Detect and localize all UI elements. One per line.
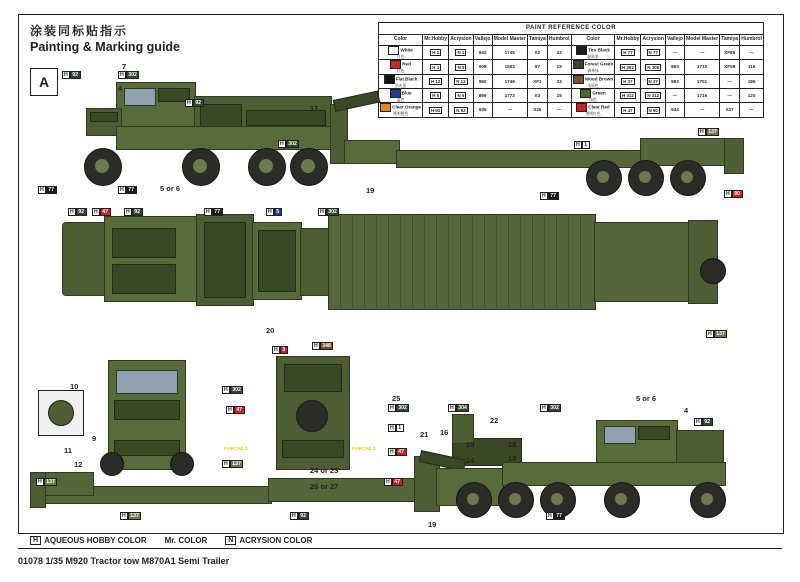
paint-table-header: PAINT REFERENCE COLOR [379, 23, 764, 35]
paint-callout [388, 424, 404, 432]
callout-system-letter: H [274, 347, 278, 353]
deck-plank-line [364, 214, 365, 308]
paint-code-left: N 3 [449, 60, 474, 74]
title-chinese: 涂装同标贴指示 [30, 24, 129, 38]
paint-callout [318, 208, 339, 216]
paint-code-left: X2 [527, 46, 547, 60]
color-swatch-icon [573, 75, 584, 84]
deck-plank-line [460, 214, 461, 308]
paint-code-right: X27 [720, 103, 740, 117]
paint-reference-table [378, 22, 764, 118]
paint-code-left: 950 [473, 74, 492, 88]
callout-color-code: 77 [46, 186, 57, 194]
paint-callout [120, 512, 141, 520]
paint-code-right: 186 [740, 74, 764, 88]
callout-color-code: 92 [132, 208, 143, 216]
paint-code-right: XF85 [720, 46, 740, 60]
paint-code-left: — [492, 103, 527, 117]
paint-row [379, 60, 764, 74]
callout-color-code: 302 [326, 208, 340, 216]
paint-code-right: 983 [665, 74, 684, 88]
paint-row [379, 89, 764, 103]
paint-code-left: H 12 [423, 74, 449, 88]
callout-color-code: 92 [76, 208, 87, 216]
callout-color-code: 92 [298, 512, 309, 520]
part-number-label: 26 or 27 [310, 482, 339, 491]
paint-callout [226, 406, 245, 414]
paint-code-right: H 37 [615, 74, 641, 88]
paint-code-left: H 3 [423, 60, 449, 74]
paint-code-left: — [547, 103, 571, 117]
color-swatch-icon [390, 60, 401, 69]
callout-color-code: 90 [732, 190, 743, 198]
paint-code-right: N 312 [641, 89, 666, 103]
callout-system-letter: H [206, 209, 210, 215]
paint-code-right: 1710 [684, 60, 719, 74]
paint-code-left: X3 [527, 89, 547, 103]
col-acrysion-left: Acrysion [449, 35, 474, 46]
deck-plank-line [352, 214, 353, 308]
callout-system-letter: H [94, 209, 98, 215]
legend-tag-h: H [30, 536, 41, 545]
callout-system-letter: H [292, 513, 296, 519]
callout-system-letter: H [542, 405, 546, 411]
col-mrhobby-left: Mr.Hobby [423, 35, 449, 46]
paint-color-name-left: Clear Orange 透明橙色 [379, 103, 423, 117]
callout-system-letter: H [708, 331, 712, 337]
callout-system-letter: H [120, 72, 124, 78]
paint-code-left: 935 [473, 103, 492, 117]
paint-code-right: XF58 [720, 60, 740, 74]
paint-code-right: N 90 [641, 103, 666, 117]
paint-callout [540, 192, 559, 200]
deck-plank-line [340, 214, 341, 308]
callout-color-code: 77 [212, 208, 223, 216]
part-number-label: 7 [122, 62, 127, 71]
paint-callout [118, 186, 137, 194]
part-number-label: 15 [466, 440, 475, 449]
paint-callout [118, 71, 139, 79]
paint-code-left: N 12 [449, 74, 474, 88]
paint-callout [448, 404, 469, 412]
part-number-label: 5 or 6 [636, 394, 657, 403]
paint-row [379, 74, 764, 88]
part-number-label: 9 [92, 434, 97, 443]
callout-color-code: 137 [44, 478, 58, 486]
paint-code-left: H 92 [423, 103, 449, 117]
callout-color-code: 1 [582, 141, 590, 149]
deck-plank-line [484, 214, 485, 308]
callout-color-code: 137 [230, 460, 244, 468]
callout-color-code: 5 [274, 208, 282, 216]
paint-color-name-right: Clear Red 透明红色 [571, 103, 615, 117]
callout-system-letter: H [280, 141, 284, 147]
callout-color-code: 77 [554, 512, 565, 520]
paint-code-left: 19 [547, 60, 571, 74]
deck-plank-line [532, 214, 533, 308]
part-number-label: 24 or 23 [310, 466, 339, 475]
paint-code-right: 893 [665, 60, 684, 74]
callout-system-letter: H [126, 209, 130, 215]
color-system-legend [30, 536, 312, 545]
callout-color-code: 137 [714, 330, 728, 338]
paint-color-name-left: White 白色 [379, 46, 423, 60]
paint-callout [724, 190, 743, 198]
col-tamiya-left: Tamiya [527, 35, 547, 46]
paint-code-right: — [665, 46, 684, 60]
callout-color-code: 47 [396, 448, 407, 456]
paint-code-right: H 77 [615, 46, 641, 60]
col-color-right: Color [571, 35, 615, 46]
callout-color-code: 92 [193, 99, 204, 107]
col-acrysion-right: Acrysion [641, 35, 666, 46]
paint-color-name-left: Flat Black 消光黑 [379, 74, 423, 88]
callout-color-code: 77 [548, 192, 559, 200]
paint-code-right: — [684, 103, 719, 117]
paint-code-right: — [720, 89, 740, 103]
callout-system-letter: H [542, 193, 546, 199]
paint-callout [38, 186, 57, 194]
deck-plank-line [412, 214, 413, 308]
deck-plank-line [568, 214, 569, 308]
part-number-label: 16 [440, 428, 449, 437]
callout-system-letter: H [224, 461, 228, 467]
color-swatch-icon [384, 75, 395, 84]
paint-callout [290, 512, 309, 520]
page-title: Painting & Marking guide [30, 40, 181, 54]
legend-tag-n: N [225, 536, 236, 545]
callout-color-code: 302 [126, 71, 140, 79]
callout-color-code: 3 [280, 346, 288, 354]
decal-text: FAIRCHILD [224, 446, 248, 451]
paint-callout [540, 404, 561, 412]
legend-label-aqueous: AQUEOUS HOBBY COLOR [44, 536, 147, 545]
part-number-label: 10 [70, 382, 79, 391]
color-swatch-icon [380, 103, 391, 112]
part-number-label: 18 [508, 440, 517, 449]
callout-system-letter: H [122, 513, 126, 519]
legend-label-acrysion: ACRYSION COLOR [239, 536, 313, 545]
part-number-label: 22 [490, 416, 499, 425]
kit-footer: 01078 1/35 M920 Tractor tow M870A1 Semi Trailer [18, 556, 230, 566]
paint-callout [388, 404, 409, 412]
callout-system-letter: H [228, 407, 232, 413]
callout-system-letter: H [700, 129, 704, 135]
deck-plank-line [376, 214, 377, 308]
callout-system-letter: H [450, 405, 454, 411]
paint-color-name-right: Wood Brown 木棕色 [571, 74, 615, 88]
color-swatch-icon [580, 89, 591, 98]
deck-plank-line [448, 214, 449, 308]
deck-plank-line [472, 214, 473, 308]
paint-code-left: N 1 [449, 46, 474, 60]
paint-callout [312, 342, 333, 350]
col-color-left: Color [379, 35, 423, 46]
paint-callout [222, 386, 243, 394]
col-humbrol-right: Humbrol [740, 35, 764, 46]
callout-color-code: 1 [396, 424, 404, 432]
callout-color-code: 302 [230, 386, 244, 394]
paint-code-right: H 302 [615, 60, 641, 74]
paint-callout [222, 460, 243, 468]
paint-code-right: — [684, 46, 719, 60]
paint-callout [68, 208, 87, 216]
callout-color-code: 348 [320, 342, 334, 350]
callout-color-code: 47 [100, 208, 111, 216]
deck-plank-line [436, 214, 437, 308]
deck-plank-line [400, 214, 401, 308]
col-vallejo-left: Vallejo [473, 35, 492, 46]
footer-divider [18, 548, 782, 549]
legend-label-mrcolor: Mr. COLOR [164, 536, 208, 545]
paint-callout [204, 208, 223, 216]
paint-row [379, 46, 764, 60]
part-number-label: 11 [64, 446, 72, 455]
paint-code-left: 33 [547, 74, 571, 88]
callout-system-letter: H [696, 419, 700, 425]
paint-code-right: N 77 [641, 46, 666, 60]
part-number-label: 13 [508, 454, 517, 463]
paint-code-right: N 37 [641, 74, 666, 88]
legend-item-aqueous [30, 536, 147, 545]
part-number-label: 12 [74, 460, 83, 469]
callout-color-code: 92 [702, 418, 713, 426]
deck-plank-line [424, 214, 425, 308]
paint-callout [278, 140, 299, 148]
callout-system-letter: H [40, 187, 44, 193]
paint-code-right: — [720, 74, 740, 88]
deck-plank-line [556, 214, 557, 308]
paint-color-name-right: Forest Green 森林绿 [571, 60, 615, 74]
paint-callout [266, 208, 282, 216]
callout-color-code: 92 [70, 71, 81, 79]
paint-code-right: 1716 [684, 89, 719, 103]
paint-code-right: — [740, 46, 764, 60]
callout-color-code: 137 [706, 128, 720, 136]
part-number-label: 19 [428, 520, 437, 529]
callout-system-letter: H [224, 387, 228, 393]
callout-system-letter: H [70, 209, 74, 215]
paint-callout [384, 478, 403, 486]
col-vallejo-right: Vallejo [665, 35, 684, 46]
paint-code-left: N 5 [449, 89, 474, 103]
paint-callout [388, 448, 407, 456]
callout-color-code: 302 [548, 404, 562, 412]
paint-callout [124, 208, 143, 216]
callout-system-letter: H [390, 449, 394, 455]
paint-code-right: 1701 [684, 74, 719, 88]
paint-code-right: 116 [740, 60, 764, 74]
paint-callout [92, 208, 111, 216]
callout-system-letter: H [390, 425, 394, 431]
callout-color-code: 302 [396, 404, 410, 412]
color-swatch-icon [390, 89, 401, 98]
decal-text: FAIRCHILD [352, 446, 376, 451]
part-number-label: 21 [420, 430, 429, 439]
part-number-label: 25 [392, 394, 401, 403]
col-humbrol-left: Humbrol [547, 35, 571, 46]
callout-color-code: 304 [456, 404, 470, 412]
paint-code-right: — [665, 89, 684, 103]
paint-code-left: 22 [547, 46, 571, 60]
paint-callout [546, 512, 565, 520]
col-modelmaster-left: Model Master [492, 35, 527, 46]
paint-code-left: 1772 [492, 89, 527, 103]
color-swatch-icon [576, 46, 587, 55]
paint-code-right: N 306 [641, 60, 666, 74]
deck-plank-line [544, 214, 545, 308]
color-swatch-icon [573, 60, 584, 69]
paint-code-left: H 1 [423, 46, 449, 60]
callout-color-code: 47 [234, 406, 245, 414]
paint-callout [62, 71, 81, 79]
legend-item-mrcolor [165, 536, 208, 545]
callout-system-letter: H [314, 343, 318, 349]
paint-code-left: 842 [473, 46, 492, 60]
callout-color-code: 137 [128, 512, 142, 520]
callout-system-letter: H [187, 100, 191, 106]
paint-code-left: H 5 [423, 89, 449, 103]
paint-code-left: X7 [527, 60, 547, 74]
paint-color-name-right: Tire Black 轮胎黑 [571, 46, 615, 60]
paint-callout [272, 346, 288, 354]
paint-code-left: 899 [473, 89, 492, 103]
col-mrhobby-right: Mr.Hobby [615, 35, 641, 46]
callout-system-letter: H [390, 405, 394, 411]
paint-code-left: 1749 [492, 74, 527, 88]
paint-color-name-left: Red 红色 [379, 60, 423, 74]
part-number-label: 14 [466, 456, 475, 465]
paint-code-right: — [740, 103, 764, 117]
paint-code-left: XF1 [527, 74, 547, 88]
callout-system-letter: H [64, 72, 68, 78]
paint-code-left: X26 [527, 103, 547, 117]
callout-color-code: 77 [126, 186, 137, 194]
deck-plank-line [496, 214, 497, 308]
callout-system-letter: H [320, 209, 324, 215]
paint-code-right: H 47 [615, 103, 641, 117]
callout-system-letter: H [386, 479, 390, 485]
callout-system-letter: H [268, 209, 272, 215]
callout-color-code: 302 [286, 140, 300, 148]
paint-code-right: H 312 [615, 89, 641, 103]
deck-plank-line [388, 214, 389, 308]
paint-callout [185, 99, 204, 107]
paint-code-left: 15 [547, 89, 571, 103]
callout-system-letter: H [548, 513, 552, 519]
part-number-label: 20 [266, 326, 275, 335]
paint-color-name-right: Green 绿色 [571, 89, 615, 103]
deck-plank-line [520, 214, 521, 308]
part-number-label: 5 or 6 [160, 184, 181, 193]
part-number-label: 19 [366, 186, 375, 195]
callout-color-code: 47 [392, 478, 403, 486]
paint-callout [36, 478, 57, 486]
paint-code-right: 934 [665, 103, 684, 117]
paint-callout [574, 141, 590, 149]
paint-callout [706, 330, 727, 338]
col-tamiya-right: Tamiya [720, 35, 740, 46]
paint-callout [698, 128, 719, 136]
callout-system-letter: H [38, 479, 42, 485]
callout-system-letter: H [120, 187, 124, 193]
paint-code-right: 120 [740, 89, 764, 103]
paint-color-name-left: Blue 蓝色 [379, 89, 423, 103]
panel-badge-a: A [30, 68, 58, 96]
paint-callout [694, 418, 713, 426]
deck-plank-line [580, 214, 581, 308]
paint-row [379, 103, 764, 117]
paint-code-left: 908 [473, 60, 492, 74]
callout-system-letter: H [576, 142, 580, 148]
paint-code-left: N 92 [449, 103, 474, 117]
part-number-label: 17 [310, 104, 319, 113]
part-number-label: 4 [684, 406, 689, 415]
paint-code-left: 1503 [492, 60, 527, 74]
legend-item-acrysion [225, 536, 312, 545]
callout-system-letter: H [726, 191, 730, 197]
color-swatch-icon [388, 46, 399, 55]
col-modelmaster-right: Model Master [684, 35, 719, 46]
paint-code-left: 1745 [492, 46, 527, 60]
part-number-label: 4 [118, 84, 123, 93]
deck-plank-line [508, 214, 509, 308]
